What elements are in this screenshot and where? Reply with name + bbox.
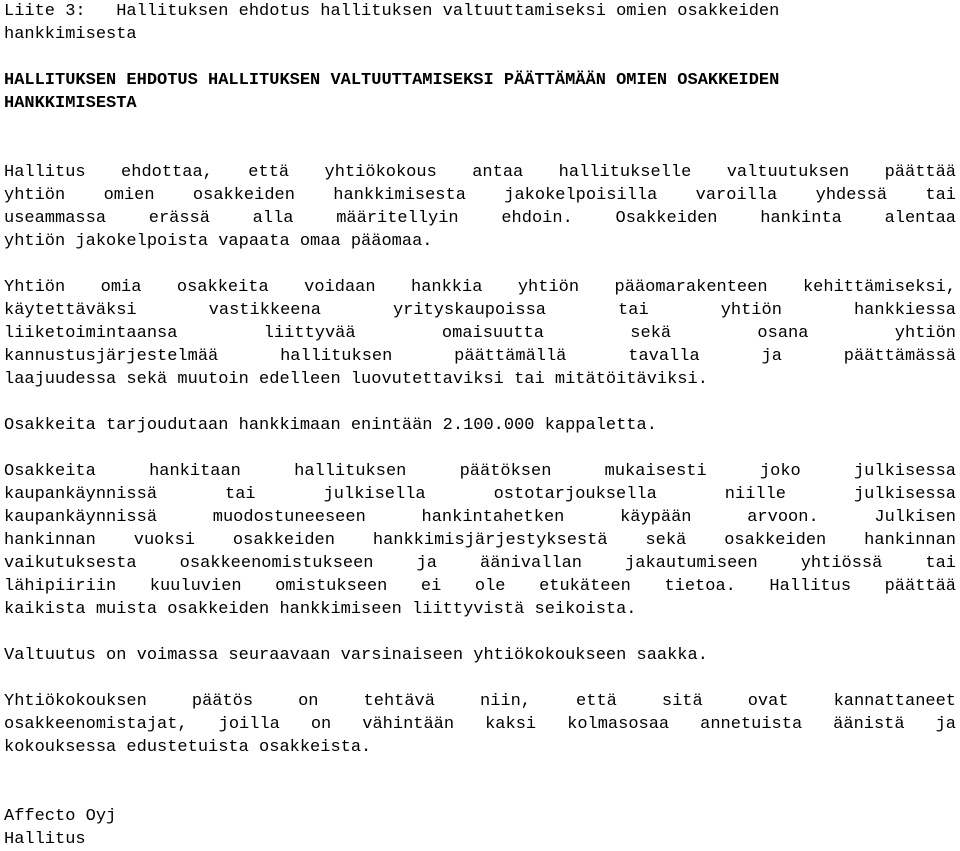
paragraph-line: kokouksessa edustetuista osakkeista. bbox=[4, 738, 372, 757]
paragraph-line: kaupankäynnissä muodostuneeseen hankintahetken käypään arvoon. Julkisen bbox=[4, 508, 956, 527]
paragraph-line: liiketoimintaansa liittyvää omaisuutta sekä osana yhtiön bbox=[4, 324, 956, 343]
paragraph-validity bbox=[4, 644, 956, 667]
signature-block bbox=[4, 805, 956, 851]
paragraph-line: Yhtiön omia osakkeita voidaan hankkia yhtiön pääomarakenteen kehittämiseksi, bbox=[4, 278, 956, 297]
signature-company: Affecto Oyj bbox=[4, 807, 117, 826]
paragraph-line: useammassa erässä alla määritellyin ehdoin. Osakkeiden hankinta alentaa bbox=[4, 209, 956, 228]
document-title bbox=[4, 69, 956, 115]
paragraph-line: lähipiiriin kuuluvien omistukseen ei ole etukäteen tietoa. Hallitus päättää bbox=[4, 577, 956, 596]
paragraph-acquisition-method bbox=[4, 460, 956, 621]
document-title-line: HANKKIMISESTA bbox=[4, 94, 137, 113]
attachment-heading bbox=[4, 0, 956, 46]
paragraph-line: Yhtiökokouksen päätös on tehtävä niin, että sitä ovat kannattaneet bbox=[4, 692, 956, 711]
paragraph-line: Osakkeita tarjoudutaan hankkimaan enintään 2.100.000 kappaletta. bbox=[4, 416, 657, 435]
paragraph-line: kaupankäynnissä tai julkisella ostotarjouksella niille julkisessa bbox=[4, 485, 956, 504]
paragraph-line: kannustusjärjestelmää hallituksen päättämällä tavalla ja päättämässä bbox=[4, 347, 956, 366]
paragraph-line: hankinnan vuoksi osakkeiden hankkimisjärjestyksestä sekä osakkeiden hankinnan bbox=[4, 531, 956, 550]
paragraph-share-amount bbox=[4, 414, 956, 437]
attachment-heading-line: Liite 3: Hallituksen ehdotus hallituksen valtuuttamiseksi omien osakkeiden bbox=[4, 2, 780, 21]
signature-body: Hallitus bbox=[4, 830, 86, 849]
paragraph-line: yhtiön omien osakkeiden hankkimisesta jakokelpoisilla varoilla yhdessä tai bbox=[4, 186, 956, 205]
attachment-heading-line: hankkimisesta bbox=[4, 25, 137, 44]
paragraph-line: Valtuutus on voimassa seuraavaan varsinaiseen yhtiökokoukseen saakka. bbox=[4, 646, 708, 665]
paragraph-line: käytettäväksi vastikkeena yrityskaupoissa tai yhtiön hankkiessa bbox=[4, 301, 956, 320]
paragraph-line: Osakkeita hankitaan hallituksen päätöksen mukaisesti joko julkisessa bbox=[4, 462, 956, 481]
document-page bbox=[4, 0, 956, 851]
paragraph-majority-requirement bbox=[4, 690, 956, 759]
paragraph-line: laajuudessa sekä muutoin edelleen luovutettaviksi tai mitätöitäviksi. bbox=[4, 370, 708, 389]
paragraph-line: vaikutuksesta osakkeenomistukseen ja äänivallan jakautumiseen yhtiössä tai bbox=[4, 554, 956, 573]
paragraph-line: kaikista muista osakkeiden hankkimiseen liittyvistä seikoista. bbox=[4, 600, 637, 619]
document-title-line: HALLITUKSEN EHDOTUS HALLITUKSEN VALTUUTTAMISEKSI PÄÄTTÄMÄÄN OMIEN OSAKKEIDEN bbox=[4, 71, 780, 90]
paragraph-line: yhtiön jakokelpoista vapaata omaa pääomaa. bbox=[4, 232, 433, 251]
paragraph-purpose bbox=[4, 276, 956, 391]
paragraph-line: Hallitus ehdottaa, että yhtiökokous antaa hallitukselle valtuutuksen päättää bbox=[4, 163, 956, 182]
paragraph-line: osakkeenomistajat, joilla on vähintään kaksi kolmasosaa annetuista äänistä ja bbox=[4, 715, 956, 734]
paragraph-authorization-proposal bbox=[4, 161, 956, 253]
